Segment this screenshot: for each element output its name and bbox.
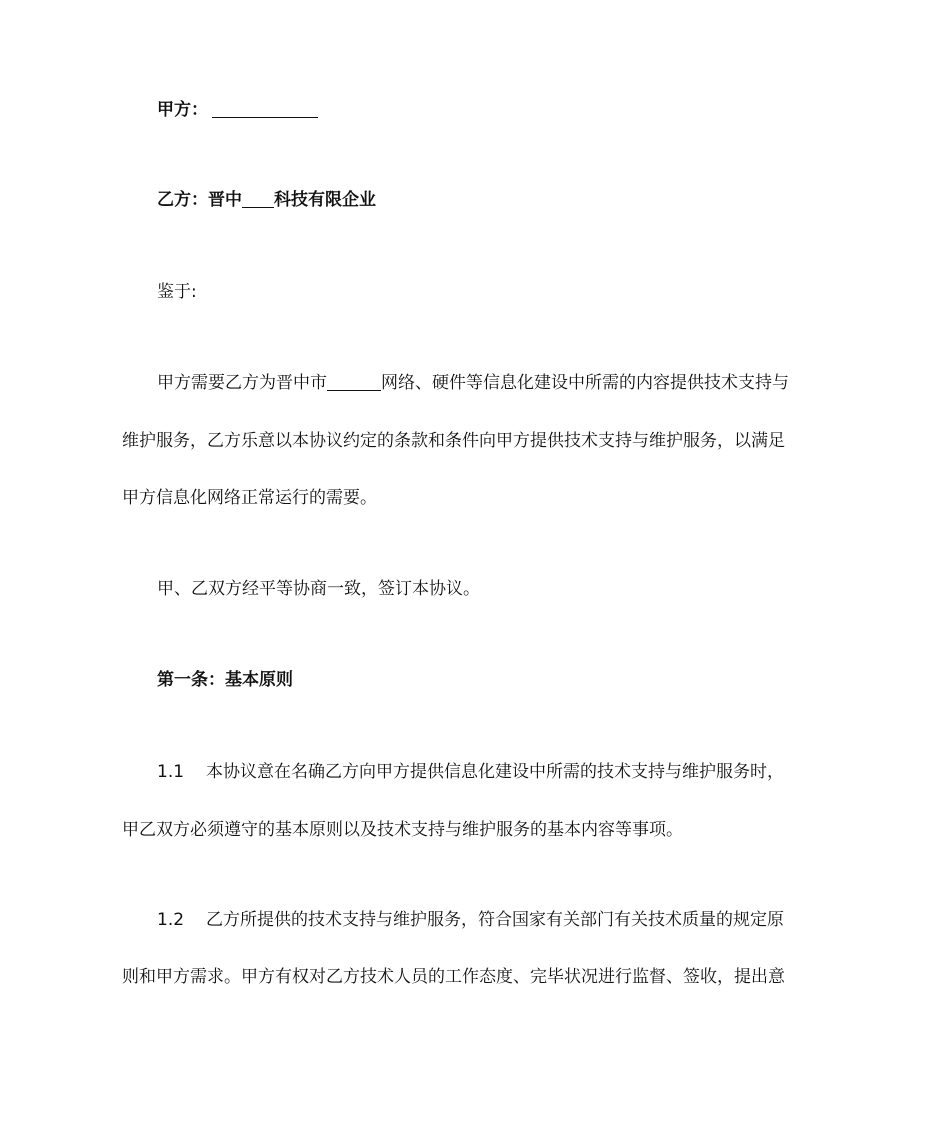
clause-1-1-line2: 甲乙双方必须遵守的基本原则以及技术支持与维护服务的基本内容等事项。: [122, 820, 683, 840]
para1-line3: 甲方信息化网络正常运行的需要。: [122, 488, 377, 508]
city-blank: [327, 372, 381, 391]
clause-1-2-line2: 则和甲方需求。甲方有权对乙方技术人员的工作态度、完毕状况进行监督、签收，提出意: [122, 967, 785, 987]
party-b-prefix: 乙方：晋中: [157, 190, 242, 210]
clause-1-2-number: 1.2: [157, 910, 185, 930]
clause-1-1-line1: [157, 760, 877, 784]
party-b-line: [157, 188, 877, 212]
clause-1-1-number: 1.1: [157, 762, 185, 782]
para1-line1: [157, 371, 877, 395]
article1-heading: 第一条：基本原则: [157, 670, 293, 690]
whereas-line: 鉴于:: [157, 282, 197, 302]
clause-1-1-text: 本协议意在名确乙方向甲方提供信息化建设中所需的技术支持与维护服务时，: [206, 762, 785, 782]
para2-line: 甲、乙双方经平等协商一致，签订本协议。: [157, 579, 480, 599]
party-a-line: [157, 98, 877, 122]
clause-1-2-line1: [157, 908, 877, 932]
party-a-label: 甲方：: [157, 100, 208, 120]
para1-line2: 维护服务，乙方乐意以本协议约定的条款和条件向甲方提供技术支持与维护服务，以满足: [122, 431, 785, 451]
clause-1-2-text: 乙方所提供的技术支持与维护服务，符合国家有关部门有关技术质量的规定原: [206, 910, 785, 930]
party-b-blank: [242, 189, 274, 208]
para1-line1-prefix: 甲方需要乙方为晋中市: [157, 373, 327, 393]
party-b-suffix: 科技有限企业: [274, 190, 376, 210]
party-a-blank: [212, 99, 318, 118]
para1-line1-suffix: 网络、硬件等信息化建设中所需的内容提供技术支持与: [381, 373, 789, 393]
